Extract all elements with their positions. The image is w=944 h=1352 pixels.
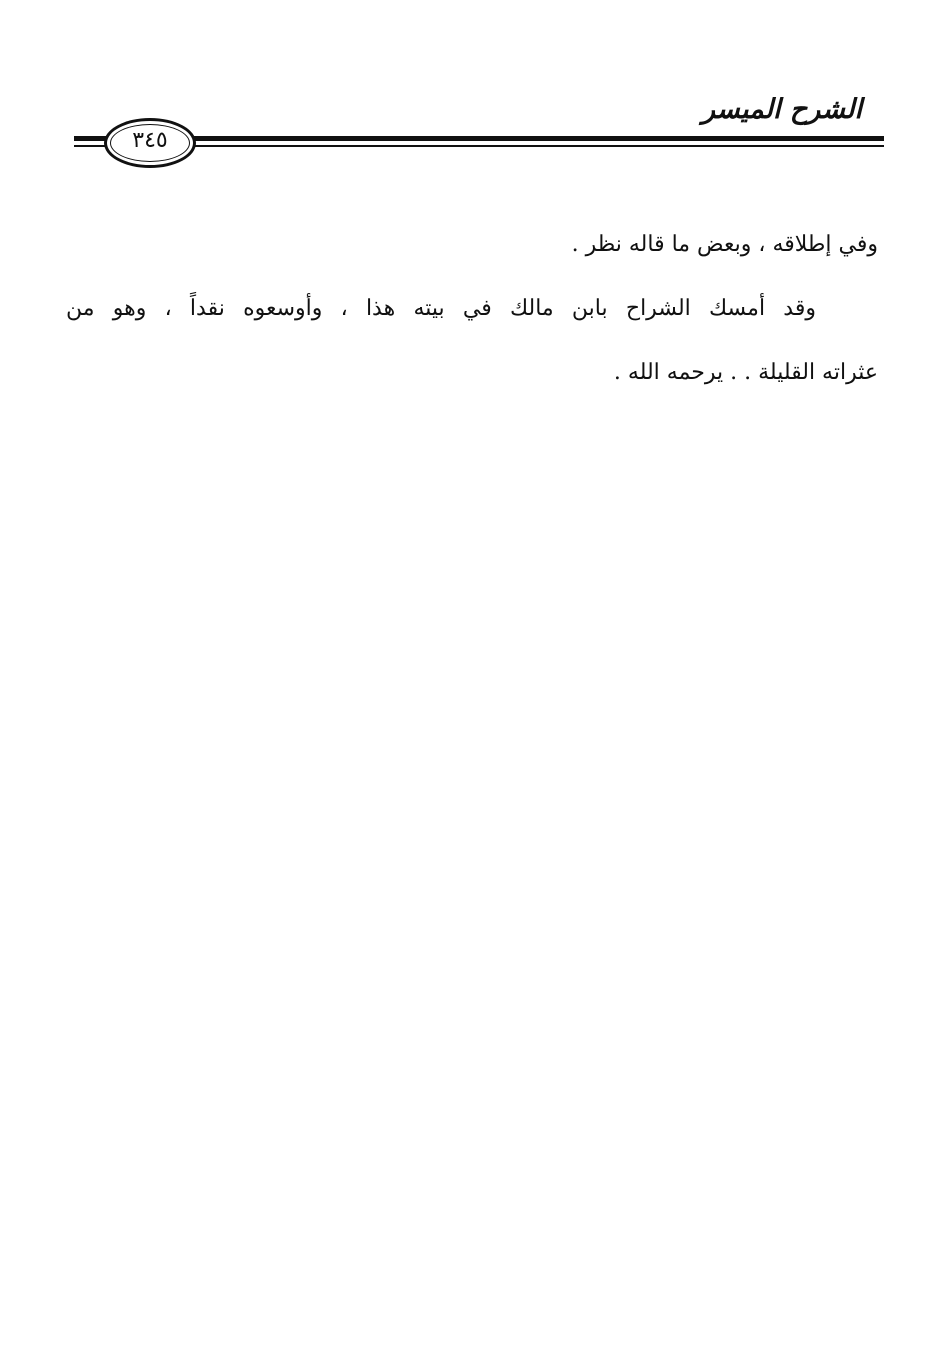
book-title: الشرح الميسر	[701, 94, 862, 125]
body-text	[66, 222, 878, 414]
text-line: وفي إطلاقه ، وبعض ما قاله نظر .	[571, 232, 878, 257]
page-number: ٣٤٥	[132, 128, 168, 153]
paragraph-first-line: وقد أمسك الشراح بابن مالك في بيته هذا ، وأوسعوه نقداً ، وهو من	[66, 296, 816, 321]
page-number-frame	[104, 118, 196, 168]
text-line: عثراته القليلة . . يرحمه الله .	[613, 360, 878, 385]
